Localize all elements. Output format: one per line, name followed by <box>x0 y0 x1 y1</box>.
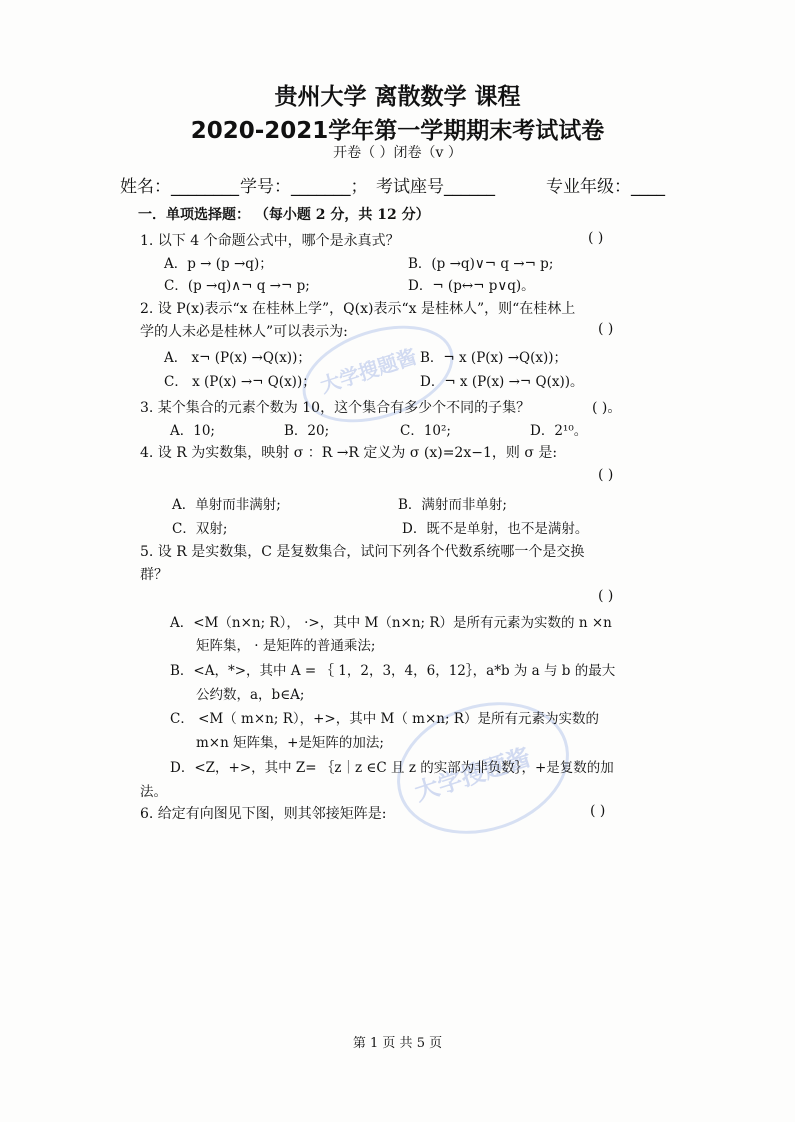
q3-option-a: A．10; <box>170 423 215 439</box>
name-field: 姓名：________ <box>120 177 239 197</box>
q5-option-c-line2: m×n 矩阵集，+是矩阵的加法; <box>196 735 384 751</box>
q5-option-a-line1: A．<M（n×n; R）， ·>，其中 M（n×n; R）是所有元素为实数的 n ×n <box>170 615 612 631</box>
q2-option-d: D．¬ x (P(x) →¬ Q(x))。 <box>420 374 584 390</box>
q2-option-c: C． x (P(x) →¬ Q(x))； <box>164 374 316 390</box>
q4-stem: 4. 设 R 为实数集，映射 σ ：R →R 定义为 σ (x)=2x−1，则 σ 是: <box>140 445 558 461</box>
q1-option-c: C．(p →q)∧¬ q →¬ p; <box>164 278 310 294</box>
q1-option-d: D．¬ (p↔¬ p∨q)。 <box>408 278 535 294</box>
watermark-text-2: 大学搜题酱 <box>411 743 535 807</box>
q4-option-b: B．满射而非单射; <box>398 497 507 513</box>
q5-option-d-line2: 法。 <box>140 784 167 800</box>
q2-option-b: B．¬ x (P(x) →Q(x))； <box>420 350 568 366</box>
watermark-text: 大学搜题酱 <box>317 344 420 398</box>
q2-blank: ( ) <box>598 321 614 337</box>
grade-field: 专业年级：____ <box>546 177 665 197</box>
q1-blank: ( ) <box>588 230 604 246</box>
q5-stem-line1: 5. 设 R 是实数集，C 是复数集合，试问下列各个代数系统哪一个是交换 <box>140 544 585 560</box>
q5-option-b-line1: B．<A，*>，其中 A = ｛ 1，2，3，4，6，12｝，a*b 为 a 与 b 的最大 <box>170 663 616 679</box>
q3-blank: ( )。 <box>592 400 622 416</box>
seat-field: 考试座号______ <box>376 177 495 197</box>
q5-option-b-line2: 公约数，a，b∈A; <box>196 687 305 703</box>
q2-option-a: A． x¬ (P(x) →Q(x))； <box>164 350 311 366</box>
q1-option-b: B．(p →q)∨¬ q →¬ p; <box>408 256 554 272</box>
q6-blank: ( ) <box>590 803 606 819</box>
page-footer: 第 1 页 共 5 页 <box>352 1036 443 1051</box>
q4-option-d: D．既不是单射，也不是满射。 <box>402 521 589 537</box>
q5-blank: ( ) <box>598 588 614 604</box>
q3-option-d: D．2¹⁰。 <box>530 423 588 439</box>
exam-type: 开卷（ ）闭卷（v ） <box>333 145 462 161</box>
q5-option-a-line2: 矩阵集， · 是矩阵的普通乘法; <box>196 638 376 654</box>
q2-stem-line2: 学的人未必是桂林人”可以表示为: <box>140 324 348 340</box>
q4-option-a: A．单射而非满射; <box>172 497 281 513</box>
q1-stem: 1. 以下 4 个命题公式中，哪个是永真式？ <box>140 233 400 249</box>
q2-stem-line1: 2. 设 P(x)表示“x 在桂林上学”，Q(x)表示“x 是桂林人”，则“在桂林上 <box>140 301 576 317</box>
q3-option-c: C．10²; <box>400 423 451 439</box>
q4-option-c: C．双射; <box>172 521 228 537</box>
q5-option-c-line1: C． <M（ m×n; R），+>，其中 M（ m×n; R）是所有元素为实数的 <box>170 711 599 727</box>
id-field: 学号：_______； <box>240 177 368 197</box>
page-title: 贵州大学 离散数学 课程 <box>274 84 521 110</box>
q1-option-a: A．p → (p →q)； <box>164 256 273 272</box>
q4-blank: ( ) <box>598 467 614 483</box>
section-title: 一．单项选择题： （每小题 2 分，共 12 分） <box>138 207 430 223</box>
q3-stem: 3. 某个集合的元素个数为 10，这个集合有多少个不同的子集？ <box>140 400 531 416</box>
q5-option-d-line1: D．<Z，+>，其中 Z= ｛z｜z ∈C 且 z 的实部为非负数｝，+是复数的加 <box>170 760 614 776</box>
q6-stem: 6. 给定有向图见下图，则其邻接矩阵是: <box>140 806 387 822</box>
q3-option-b: B．20; <box>284 423 330 439</box>
page-subtitle: 2020-2021学年第一学期期末考试试卷 <box>190 118 605 144</box>
q5-stem-line2: 群？ <box>140 567 168 583</box>
